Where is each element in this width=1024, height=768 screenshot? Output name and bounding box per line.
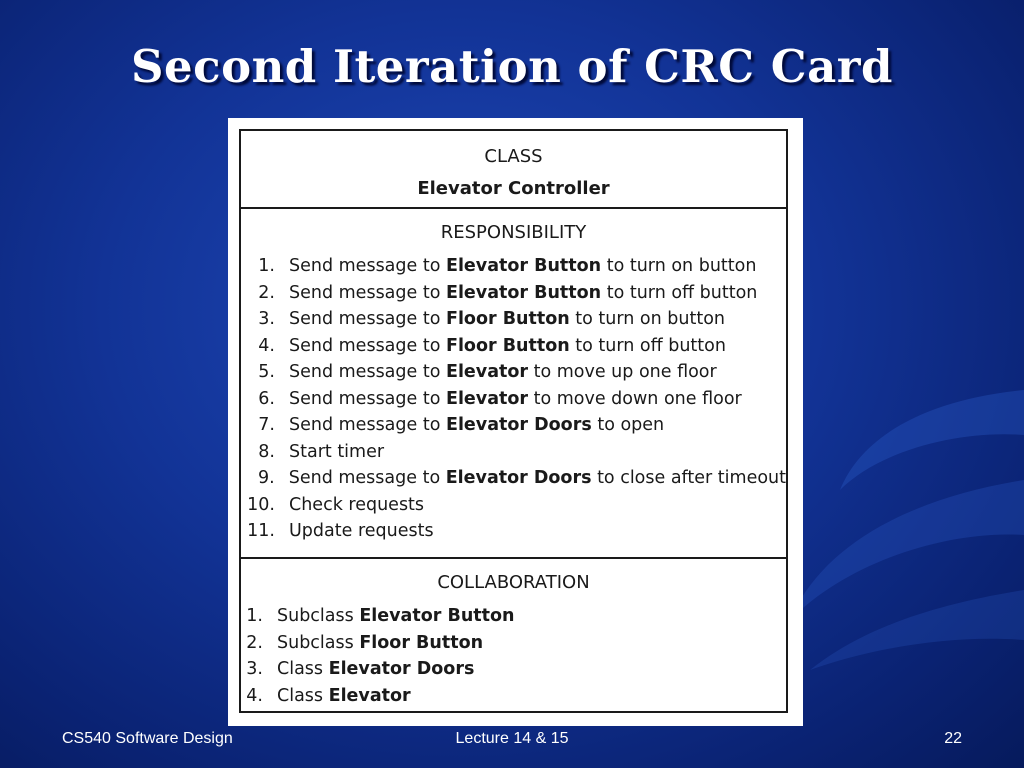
- class-name: Elevator Controller: [417, 178, 610, 199]
- list-item: [241, 518, 786, 545]
- item-number: 8.: [258, 441, 275, 462]
- responsibility-list: [241, 253, 786, 545]
- list-item: [241, 603, 786, 630]
- list-item: [241, 253, 786, 280]
- item-number: 5.: [258, 362, 275, 382]
- item-text: Send message to: [288, 468, 446, 488]
- footer-lecture: Lecture 14 & 15: [455, 730, 569, 747]
- responsibility-section: [241, 209, 786, 559]
- item-class-ref: Elevator: [445, 388, 529, 409]
- collaboration-section: [241, 559, 786, 709]
- list-item: [241, 656, 786, 683]
- crc-card: [239, 129, 788, 713]
- class-heading: CLASS: [484, 146, 543, 167]
- list-item: [241, 465, 786, 492]
- item-text: Send message to: [289, 335, 446, 356]
- class-section: [241, 131, 786, 209]
- item-text: Send message to: [289, 282, 446, 303]
- collaboration-list: [241, 603, 786, 709]
- list-item: [241, 683, 786, 710]
- item-class-ref: Elevator Button: [445, 282, 602, 303]
- item-text: Send message to: [289, 415, 446, 435]
- item-class-ref: Elevator Button: [359, 606, 515, 626]
- item-text-suffix: to turn off button: [601, 282, 758, 303]
- item-text-suffix: to turn on button: [601, 256, 757, 276]
- item-number: 3.: [246, 659, 263, 679]
- footer-course-name: CS540 Software Design: [62, 730, 233, 747]
- item-number: 10.: [247, 494, 275, 515]
- item-number: 2.: [246, 632, 263, 653]
- item-text: Send message to: [289, 362, 446, 382]
- item-text: Subclass: [277, 632, 360, 653]
- item-class-ref: Elevator Doors: [445, 468, 592, 488]
- item-class-ref: Floor Button: [445, 335, 570, 356]
- item-text: Class: [277, 659, 329, 679]
- responsibility-heading: RESPONSIBILITY: [440, 222, 587, 243]
- item-number: 2.: [258, 282, 275, 303]
- list-item: [241, 439, 786, 466]
- list-item: [241, 630, 786, 657]
- item-text-suffix: to move down one floor: [528, 388, 742, 409]
- item-text: Send message to: [289, 388, 446, 409]
- item-class-ref: Floor Button: [445, 309, 570, 329]
- item-number: 11.: [247, 521, 275, 541]
- item-class-ref: Elevator Doors: [445, 415, 592, 435]
- item-text-suffix: to move up one floor: [528, 362, 717, 382]
- item-text-suffix: to turn off button: [569, 335, 726, 356]
- item-text: Update requests: [289, 521, 434, 541]
- item-text-suffix: to open: [591, 415, 665, 435]
- list-item: [241, 412, 786, 439]
- item-number: 7.: [258, 415, 275, 435]
- item-text: Start timer: [289, 441, 385, 462]
- item-text: Subclass: [277, 606, 360, 626]
- list-item: [241, 333, 786, 360]
- item-text: Class: [277, 685, 329, 706]
- item-number: 4.: [246, 685, 263, 706]
- collaboration-heading: COLLABORATION: [437, 572, 590, 593]
- item-class-ref: Elevator: [328, 685, 411, 706]
- list-item: [241, 280, 786, 307]
- item-text-suffix: to close after timeout: [591, 468, 786, 488]
- item-number: 9.: [258, 468, 275, 488]
- item-text: Check requests: [289, 494, 425, 515]
- item-class-ref: Elevator Doors: [328, 659, 475, 679]
- list-item: [241, 359, 786, 386]
- item-text: Send message to: [289, 256, 446, 276]
- list-item: [241, 306, 786, 333]
- item-class-ref: Elevator: [445, 362, 529, 382]
- item-number: 4.: [258, 335, 275, 356]
- list-item: [241, 492, 786, 519]
- item-number: 6.: [258, 388, 275, 409]
- item-number: 1.: [258, 256, 275, 276]
- footer-page-number: 22: [944, 730, 962, 747]
- crc-card-image: [228, 118, 803, 726]
- item-text-suffix: to turn on button: [569, 309, 725, 329]
- item-number: 3.: [258, 309, 275, 329]
- list-item: [241, 386, 786, 413]
- item-class-ref: Elevator Button: [445, 256, 602, 276]
- slide-title: Second Iteration of CRC Card: [131, 40, 893, 93]
- item-text: Send message to: [289, 309, 446, 329]
- item-class-ref: Floor Button: [359, 632, 484, 653]
- item-number: 1.: [246, 606, 263, 626]
